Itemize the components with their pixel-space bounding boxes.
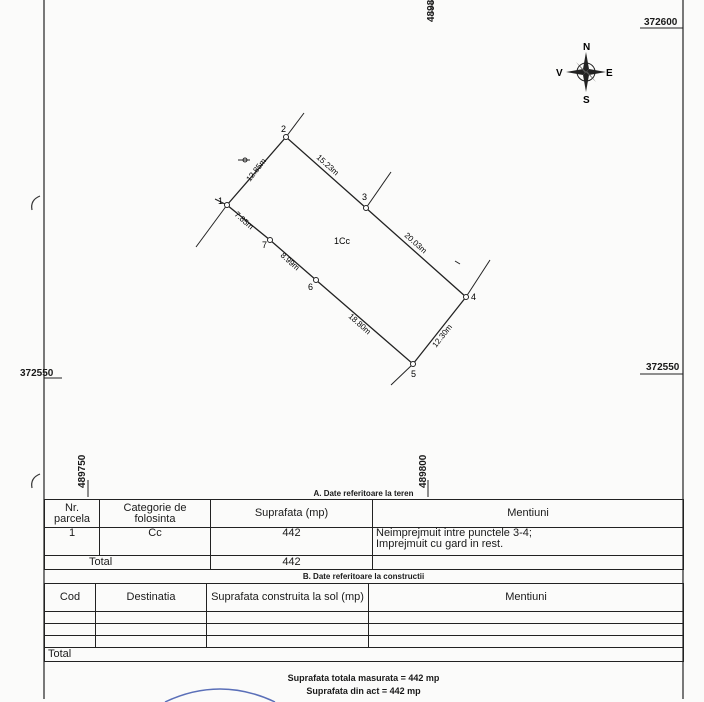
coord-bottom-left: 489750 xyxy=(77,454,88,488)
segment-label-6-7: 8.99m xyxy=(278,250,302,273)
coord-bottom-mid: 489800 xyxy=(418,454,429,488)
header-mentiuni-b: Mentiuni xyxy=(369,584,684,612)
ext-line-2 xyxy=(286,113,304,137)
segment-label-4-5: 12.30m xyxy=(430,322,455,350)
header-destinatia: Destinatia xyxy=(96,584,207,612)
binder-hole-bottom xyxy=(32,474,40,488)
vertex-label-1: 1 xyxy=(218,196,224,206)
segment-label-7-1: 7.85m xyxy=(232,209,256,232)
vertex-3 xyxy=(364,206,369,211)
vertex-6 xyxy=(314,278,319,283)
ext-line-5 xyxy=(391,364,413,385)
header-nr: Nr. parcela xyxy=(45,500,100,528)
stamp xyxy=(160,682,280,702)
footer-total-masurata: Suprafata totala masurata = 442 mp xyxy=(287,673,440,683)
land-data-table xyxy=(44,499,684,570)
binder-hole-top xyxy=(32,196,40,210)
mentiuni-line-2: Imprejmuit cu gard in rest. xyxy=(376,538,504,550)
row-nr: 1 xyxy=(45,528,100,556)
ext-line-1 xyxy=(196,205,227,247)
vertex-label-7: 7 xyxy=(262,240,268,250)
compass-rose xyxy=(556,42,613,106)
header-suprafata: Suprafata (mp) xyxy=(211,500,373,528)
coord-right-mid: 372550 xyxy=(646,362,680,373)
vertex-7 xyxy=(268,238,273,243)
row-categorie: Cc xyxy=(100,528,211,556)
vertex-label-5: 5 xyxy=(411,369,417,379)
segment-label-1-2: 12.85m xyxy=(244,156,269,184)
coord-top-mid: 4898 xyxy=(426,0,437,22)
vertex-2 xyxy=(284,135,289,140)
coord-left-mid: 372550 xyxy=(20,368,54,379)
header-categorie: Categorie de folosinta xyxy=(100,500,211,528)
segment-label-2-3: 15.23m xyxy=(314,152,341,178)
total-label-b: Total xyxy=(45,648,684,662)
compass-n: N xyxy=(583,42,591,53)
vertex-1 xyxy=(225,203,230,208)
compass-v: V xyxy=(556,68,563,79)
header-mentiuni: Mentiuni xyxy=(373,500,684,528)
vertex-4 xyxy=(464,295,469,300)
parcel-outline xyxy=(227,137,466,364)
compass-e: E xyxy=(606,68,613,79)
compass-s: S xyxy=(583,95,590,106)
total-label: Total xyxy=(45,556,211,570)
header-suprafata-construita: Suprafata construita la sol (mp) xyxy=(207,584,369,612)
ext-line-4 xyxy=(466,260,490,297)
vertex-label-6: 6 xyxy=(308,282,314,292)
vertex-label-2: 2 xyxy=(281,124,287,134)
vertex-label-3: 3 xyxy=(362,192,368,202)
coord-top-right: 372600 xyxy=(644,17,678,28)
row-mentiuni xyxy=(373,528,684,556)
vertex-label-4: 4 xyxy=(471,292,477,302)
row-suprafata: 442 xyxy=(211,528,373,556)
section-a-title: A. Date referitoare la teren xyxy=(313,489,414,498)
segment-label-3-4: 20.03m xyxy=(402,230,429,256)
construction-data-table xyxy=(44,583,684,662)
ext-line-3 xyxy=(366,172,391,208)
vertex-5 xyxy=(411,362,416,367)
section-b-title: B. Date referitoare la constructii xyxy=(302,572,425,581)
parcel-label: 1Cc xyxy=(334,236,351,246)
segment-label-5-6: 18.80m xyxy=(346,311,373,337)
header-cod: Cod xyxy=(45,584,96,612)
footer-din-act: Suprafata din act = 442 mp xyxy=(306,686,421,696)
mentiuni-line-1: Neimprejmuit intre punctele 3-4; xyxy=(376,527,532,539)
total-value: 442 xyxy=(211,556,373,570)
